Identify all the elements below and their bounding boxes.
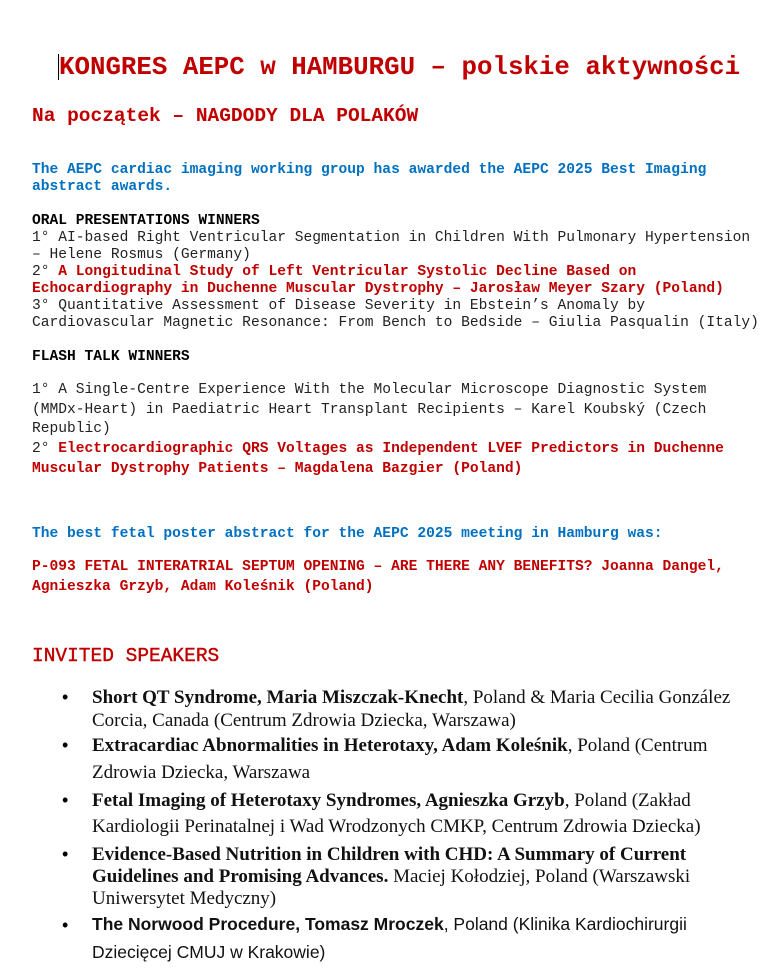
speaker-item: Guidelines and Promising Advances. Maciej Kołodziej, Poland (Warszawski [92,866,691,887]
speaker-item: Fetal Imaging of Heterotaxy Syndromes, Agnieszka Grzyb, Poland (Zakład [92,790,691,811]
speaker-item: Corcia, Canada (Centrum Zdrowia Dziecka, Warszawa) [92,710,516,731]
fetal-winner: P-093 FETAL INTERATRIAL SEPTUM OPENING – ARE THERE ANY BENEFITS? Joanna Dangel, [32,559,724,575]
fetal-winner: Agnieszka Grzyb, Adam Koleśnik (Poland) [32,579,374,595]
oral-heading: ORAL PRESENTATIONS WINNERS [32,213,260,229]
flash-heading: FLASH TALK WINNERS [32,349,190,365]
oral-third: 3° Quantitative Assessment of Disease Severity in Ebstein’s Anomaly by [32,298,646,314]
flash-second: 2° Electrocardiographic QRS Voltages as Independent LVEF Predictors in Duchenne [32,441,724,457]
oral-second: 2° A Longitudinal Study of Left Ventricular Systolic Decline Based on [32,264,637,280]
speaker-item: The Norwood Procedure, Tomasz Mroczek, Poland (Klinika Kardiochirurgii [92,914,687,934]
bullet-icon: • [62,735,69,755]
oral-first: – Helene Rosmus (Germany) [32,247,251,263]
awards-heading: Na początek – NAGDODY DLA POLAKÓW [32,105,419,127]
speaker-item: Short QT Syndrome, Maria Miszczak-Knecht, Poland & Maria Cecilia González [92,687,731,708]
page-title: KONGRES AEPC w HAMBURGU – polskie aktywności [59,53,741,82]
speaker-item: Zdrowia Dziecka, Warszawa [92,762,311,783]
bullet-icon: • [62,844,69,864]
speaker-item: Evidence-Based Nutrition in Children with CHD: A Summary of Current [92,844,687,865]
flash-first: 1° A Single-Centre Experience With the Molecular Microscope Diagnostic System [32,382,707,398]
bullet-icon: • [62,915,69,935]
flash-first: Republic) [32,421,111,437]
bullet-icon: • [62,790,69,810]
speaker-item: Uniwersytet Medyczny) [92,888,277,909]
speaker-item: Extracardiac Abnormalities in Heterotaxy, Adam Koleśnik, Poland (Centrum [92,735,708,756]
intro-line: abstract awards. [32,179,173,195]
oral-first: 1° AI-based Right Ventricular Segmentation in Children With Pulmonary Hypertension [32,230,751,246]
flash-first: (MMDx-Heart) in Paediatric Heart Transplant Recipients – Karel Koubský (Czech [32,402,707,418]
speaker-item: Dziecięcej CMUJ w Krakowie) [92,942,326,962]
intro-line: The AEPC cardiac imaging working group has awarded the AEPC 2025 Best Imaging [32,162,707,178]
speaker-item: Kardiologii Perinatalnej i Wad Wrodzonych CMKP, Centrum Zdrowia Dziecka) [92,816,701,837]
oral-second: Echocardiography in Duchenne Muscular Dystrophy – Jarosław Meyer Szary (Poland) [32,281,724,297]
fetal-intro: The best fetal poster abstract for the AEPC 2025 meeting in Hamburg was: [32,526,663,542]
oral-third: Cardiovascular Magnetic Resonance: From Bench to Bedside – Giulia Pasqualin (Italy) [32,315,759,331]
bullet-icon: • [62,687,69,707]
flash-second: Muscular Dystrophy Patients – Magdalena Bazgier (Poland) [32,461,523,477]
speakers-heading: INVITED SPEAKERS [32,645,220,667]
